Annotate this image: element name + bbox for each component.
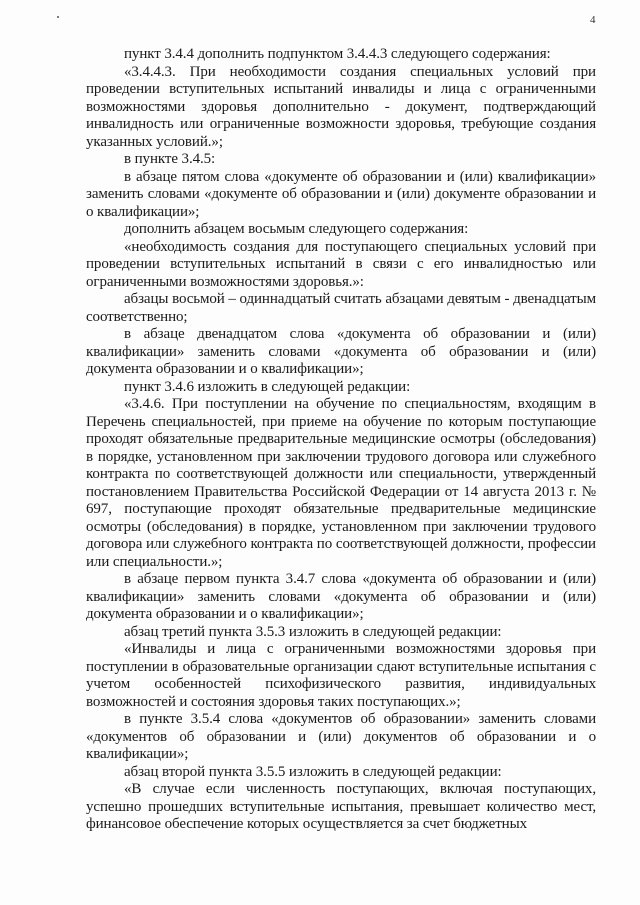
- paragraph: «3.4.4.3. При необходимости создания специальных условий при проведении вступительных испытаний инвалиды и лица с ограниченными возможностями здоровья дополнительно - документ, подтверждающий инвалидность или ограниченные возможности здоровья, требующие создания указанных условий.»;: [86, 63, 596, 150]
- paragraph: абзацы восьмой – одиннадцатый считать абзацами девятым - двенадцатым соответственно;: [86, 291, 596, 325]
- paragraph: в пункте 3.5.4 слова «документов об образовании» заменить словами «документов об образовании и (или) документов об образовании и о квалификации»;: [86, 711, 596, 762]
- paragraph: абзац второй пункта 3.5.5 изложить в следующей редакции:: [124, 763, 502, 780]
- paragraph: «3.4.6. При поступлении на обучение по специальностям, входящим в Перечень специальностей, при приеме на обучение по которым поступающие проходят обязательные предварительные медицинские осмотры (обследования) в порядке, установленном при заключении трудового договора или служебного контракта по соответствующей должности или специальности, утвержденный постановлением Правительства Российской Федерации от 14 августа 2013 г. № 697, поступающие проходят обязательные предварительные медицинские осмотры (обследования) в порядке, установленном при заключении трудового договора или служебного контракта по соответствующей должности, профессии или специальности.»;: [86, 396, 596, 570]
- document-body: [86, 46, 596, 834]
- paragraph: в абзаце двенадцатом слова «документа об образовании и (или) квалификации» заменить словами «документа об образовании и (или) документа образовании и о квалификации»;: [86, 326, 596, 377]
- paragraph: «необходимость создания для поступающего специальных условий при проведении вступительных испытаний в связи с его инвалидностью или ограниченными возможностями здоровья.»:: [86, 238, 596, 290]
- scan-speck: [57, 16, 59, 18]
- paragraph: «Инвалиды и лица с ограниченными возможностями здоровья при поступлении в образовательные организации сдают вступительные испытания с учетом особенностей психофизического развития, индивидуальных возможностей и состояния здоровья таких поступающих.»;: [86, 641, 596, 710]
- paragraph: пункт 3.4.6 изложить в следующей редакции:: [124, 378, 411, 395]
- paragraph: абзац третий пункта 3.5.3 изложить в следующей редакции:: [124, 623, 502, 640]
- paragraph: в пункте 3.4.5:: [124, 151, 216, 167]
- paragraph: пункт 3.4.4 дополнить подпунктом 3.4.4.3 следующего содержания:: [124, 46, 551, 62]
- page-number: 4: [590, 14, 596, 26]
- paragraph: в абзаце пятом слова «документе об образовании и (или) квалификации» заменить словами «документе об образовании и (или) документе образовании и о квалификации»;: [86, 168, 596, 220]
- paragraph: «В случае если численность поступающих, включая поступающих, успешно прошедших вступительные испытания, превышает количество мест, финансовое обеспечение которых осуществляется за счет бюджетных: [86, 781, 596, 832]
- paragraph: в абзаце первом пункта 3.4.7 слова «документа об образовании и (или) квалификации» заменить словами «документа об образовании и (или) документа образовании и о квалификации»;: [86, 571, 596, 622]
- paragraph: дополнить абзацем восьмым следующего содержания:: [124, 221, 469, 237]
